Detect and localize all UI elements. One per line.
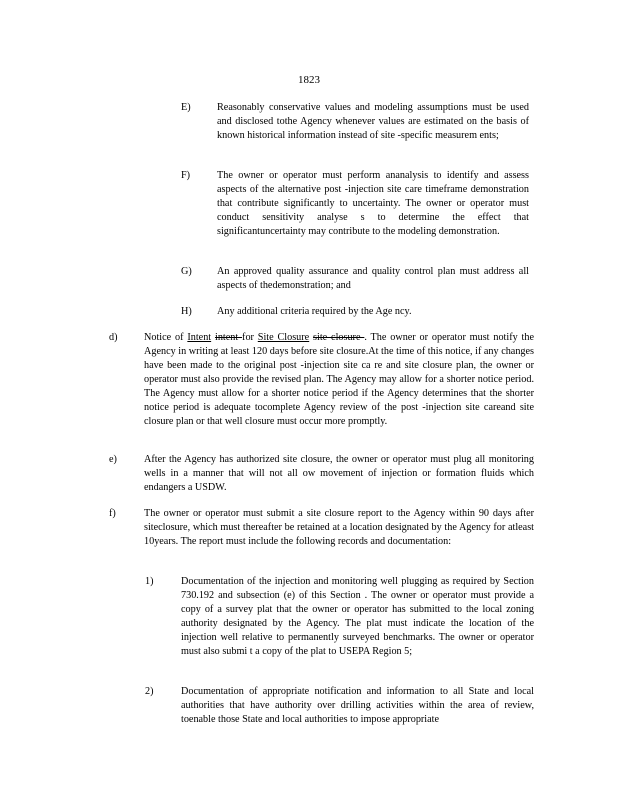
item-label-H: H) (181, 306, 192, 317)
inserted-intent: Intent (187, 332, 212, 343)
deleted-intent: intent (214, 332, 243, 343)
item-label-f1: 1) (145, 576, 154, 587)
item-text-F: The owner or operator must perform ananalysis to identify and assess aspects of the alternative post -injection site care timeframe demonstration that contribute significantly to uncertainty. The owner or operator must conduct sensitivity analyse s to determine the effect that significantuncertainty may contribute to the modeling demonstration. (217, 170, 529, 237)
item-text-f1: Documentation of the injection and monitoring well plugging as required by Section 730.192 and subsection (e) of this Section . The owner or operator must provide a copy of a survey plat that the owner or operator has submitted to the local zoning authority designated by the Agency. The plat must indicate the location of the injection well relative to permanently surveyed benchmarks. The owner or operator must also submi t a copy of the plat to USEPA Region 5; (181, 576, 534, 657)
page-number: 1823 (298, 74, 320, 86)
item-label-F: F) (181, 170, 191, 181)
item-text-H: Any additional criteria required by the Age ncy. (217, 306, 412, 317)
item-label-f2: 2) (145, 686, 154, 697)
inserted-site-closure: Site Closure (257, 332, 310, 343)
item-label-f: f) (109, 508, 116, 519)
item-label-e: e) (109, 454, 117, 465)
deleted-site-closure: site closure (313, 332, 365, 343)
item-text-G: An approved quality assurance and quality control plan must address all aspects of thedemonstration; and (217, 266, 529, 291)
item-label-d: d) (109, 332, 118, 343)
item-text-d (144, 331, 534, 429)
notice-body: . The owner or operator must notify the Agency in writing at least 120 days before site closure.At the time of this notice, if any changes have been made to the original post -injection site ca re and site closure plan, the owner or operator must also provide the revised plan. The Agency may allow for a shorter notice period. The Agency must allow for a shorter notice period if the Agency determines that the shorter notice period is adequate tocomplete Agency review of the post -injection site careand site closure plan or that well closure must occur more promptly. (144, 332, 534, 427)
item-label-G: G) (181, 266, 192, 277)
item-text-E: Reasonably conservative values and modeling assumptions must be used and disclosed tothe Agency whenever values are estimated on the basis of known historical information instead of site -specific measurem ents; (217, 102, 529, 141)
item-text-e: After the Agency has authorized site closure, the owner or operator must plug all monitoring wells in a manner that will not all ow movement of injection or formation fluids which endangers a USDW. (144, 454, 534, 493)
notice-prefix: Notice of (144, 332, 188, 343)
item-text-f: The owner or operator must submit a site closure report to the Agency within 90 days after siteclosure, which must thereafter be retained at a location designated by the Agency for atleast 10years. The report must include the following records and documentation: (144, 508, 534, 547)
notice-for: for (242, 332, 258, 343)
item-text-f2: Documentation of appropriate notification and information to all State and local authorities that have authority over drilling activities within the area of review, toenable those State and local authorities to impose appropriate (181, 686, 534, 725)
item-label-E: E) (181, 102, 191, 113)
